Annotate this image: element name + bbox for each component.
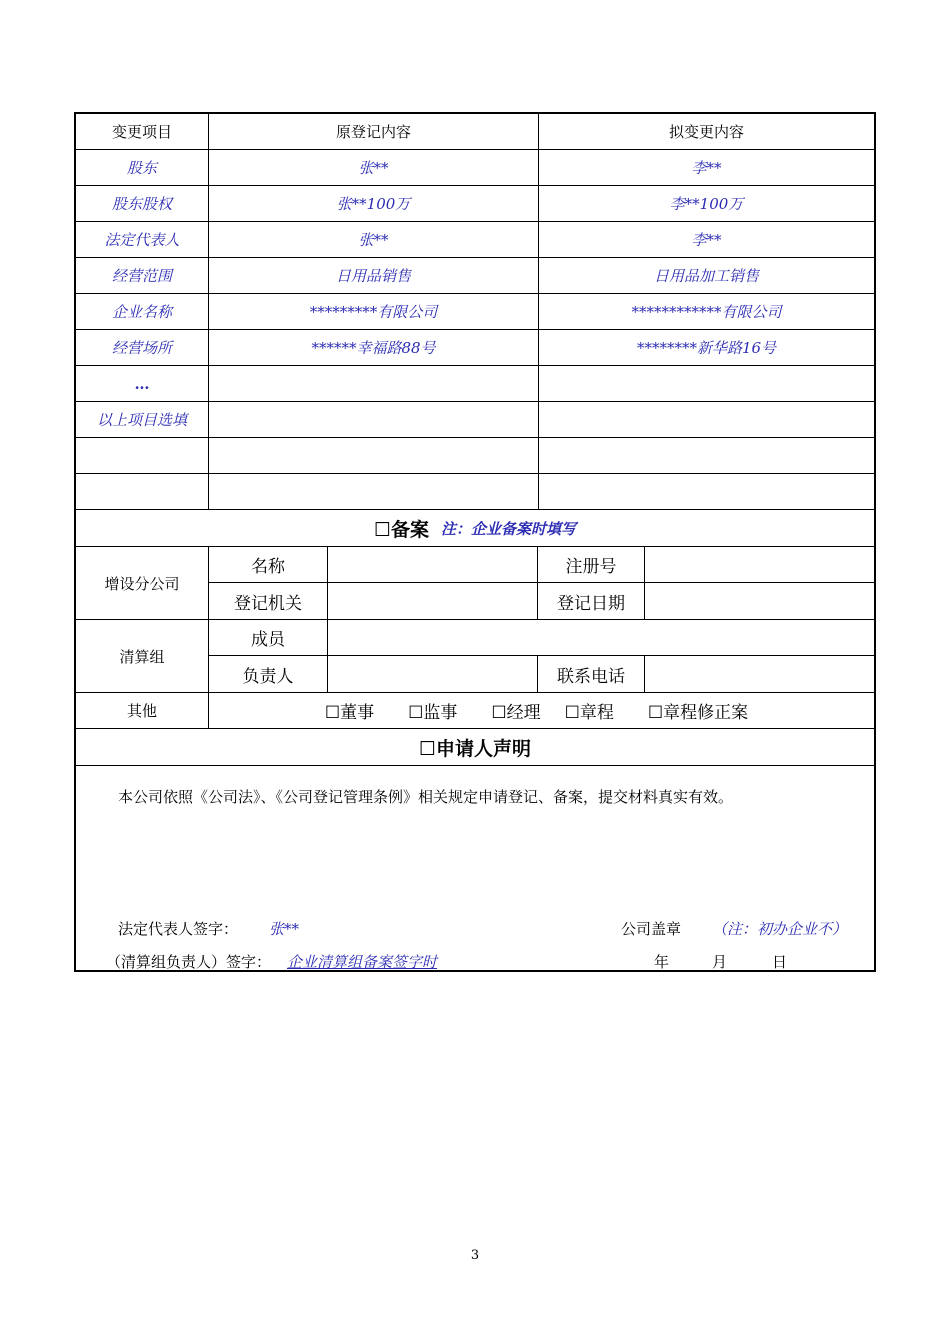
change-table-header: [76, 114, 874, 150]
branch-name-field[interactable]: [328, 547, 538, 582]
row-item[interactable]: [76, 438, 209, 473]
branch-reg-no-label: 注册号: [538, 547, 645, 582]
legal-rep-sign-label: 法定代表人签字：: [118, 920, 239, 938]
row-proposed[interactable]: ************有限公司: [631, 303, 782, 321]
filing-note: 注：企业备案时填写: [441, 519, 577, 538]
articles-amendment-checkbox[interactable]: ☐章程修正案: [647, 703, 749, 723]
table-row: [76, 186, 874, 222]
date-year: 年: [654, 953, 670, 971]
table-row: [76, 222, 874, 258]
table-row: [76, 366, 874, 402]
header-change-item: 变更项目: [76, 114, 209, 149]
branch-label: 增设分公司: [76, 547, 209, 619]
articles-checkbox[interactable]: ☐章程: [564, 703, 614, 723]
liquidation-sign-label: （清算组负责人）签字：: [106, 953, 272, 971]
table-row: [76, 294, 874, 330]
other-row: [76, 693, 874, 729]
row-proposed[interactable]: 日用品加工销售: [653, 267, 759, 285]
row-original[interactable]: [209, 474, 539, 509]
row-original[interactable]: [209, 438, 539, 473]
table-row: [76, 474, 874, 510]
phone-label: 联系电话: [538, 656, 645, 692]
declaration-checkbox-title[interactable]: ☐申请人声明: [418, 737, 532, 760]
branch-name-label: 名称: [209, 547, 328, 582]
declaration-section-header: [76, 729, 874, 766]
row-item[interactable]: …: [76, 366, 209, 401]
filing-section-header: [76, 510, 874, 547]
branch-authority-field[interactable]: [328, 583, 538, 619]
header-original-content: 原登记内容: [209, 114, 539, 149]
leader-field[interactable]: [328, 656, 538, 692]
other-label: 其他: [76, 693, 209, 728]
company-seal-note: （注：初办企业不）: [712, 920, 848, 938]
branch-reg-no-field[interactable]: [645, 547, 874, 582]
row-proposed[interactable]: 李**: [691, 159, 722, 177]
row-original[interactable]: 张**: [209, 222, 539, 257]
row-original[interactable]: [209, 366, 539, 401]
table-row: [76, 438, 874, 474]
table-row: [76, 330, 874, 366]
branch-reg-date-field[interactable]: [645, 583, 874, 619]
phone-field[interactable]: [645, 656, 874, 692]
row-original[interactable]: 张**100万: [209, 186, 539, 221]
declaration-text: 本公司依照《公司法》、《公司登记管理条例》相关规定申请登记、备案，提交材料真实有效。: [118, 788, 734, 806]
leader-label: 负责人: [209, 656, 328, 692]
table-row: [76, 402, 874, 438]
row-item[interactable]: 以上项目选填: [76, 402, 209, 437]
row-proposed[interactable]: 李**100万: [669, 195, 744, 213]
row-item[interactable]: 企业名称: [76, 294, 209, 329]
manager-checkbox[interactable]: ☐经理: [491, 703, 541, 723]
row-item[interactable]: [76, 474, 209, 509]
row-proposed[interactable]: 李**: [691, 231, 722, 249]
row-item[interactable]: 股东: [76, 150, 209, 185]
liquidation-group: [76, 620, 874, 693]
row-item[interactable]: 经营范围: [76, 258, 209, 293]
row-proposed[interactable]: ********新华路16号: [636, 339, 777, 357]
table-row: [76, 258, 874, 294]
branch-group: [76, 547, 874, 620]
row-proposed[interactable]: [539, 438, 874, 473]
liquidation-sign-value[interactable]: 企业清算组备案签字时: [287, 953, 438, 971]
branch-authority-label: 登记机关: [209, 583, 328, 619]
row-proposed[interactable]: [539, 366, 874, 401]
director-checkbox[interactable]: ☐董事: [324, 703, 375, 723]
row-item[interactable]: 经营场所: [76, 330, 209, 365]
row-original[interactable]: *********有限公司: [209, 294, 539, 329]
page-number: 3: [470, 1248, 480, 1263]
row-item[interactable]: 股东股权: [76, 186, 209, 221]
branch-reg-date-label: 登记日期: [538, 583, 645, 619]
application-form: [74, 112, 876, 972]
row-proposed[interactable]: [539, 402, 874, 437]
filing-checkbox-title[interactable]: ☐备案: [373, 518, 430, 541]
row-original[interactable]: ******幸福路88号: [209, 330, 539, 365]
legal-rep-sign-value[interactable]: 张**: [269, 920, 300, 938]
date-day: 日: [772, 953, 788, 971]
supervisor-checkbox[interactable]: ☐监事: [408, 703, 458, 723]
members-field[interactable]: [328, 620, 874, 655]
row-original[interactable]: 日用品销售: [209, 258, 539, 293]
table-row: [76, 150, 874, 186]
row-proposed[interactable]: [539, 474, 874, 509]
row-original[interactable]: 张**: [209, 150, 539, 185]
header-proposed-content: 拟变更内容: [668, 123, 744, 141]
company-seal-label: 公司盖章: [621, 920, 682, 938]
row-original[interactable]: [209, 402, 539, 437]
declaration-body: [76, 766, 874, 970]
row-item[interactable]: 法定代表人: [76, 222, 209, 257]
members-label: 成员: [209, 620, 328, 655]
date-month: 月: [712, 953, 728, 971]
liquidation-label: 清算组: [76, 620, 209, 692]
